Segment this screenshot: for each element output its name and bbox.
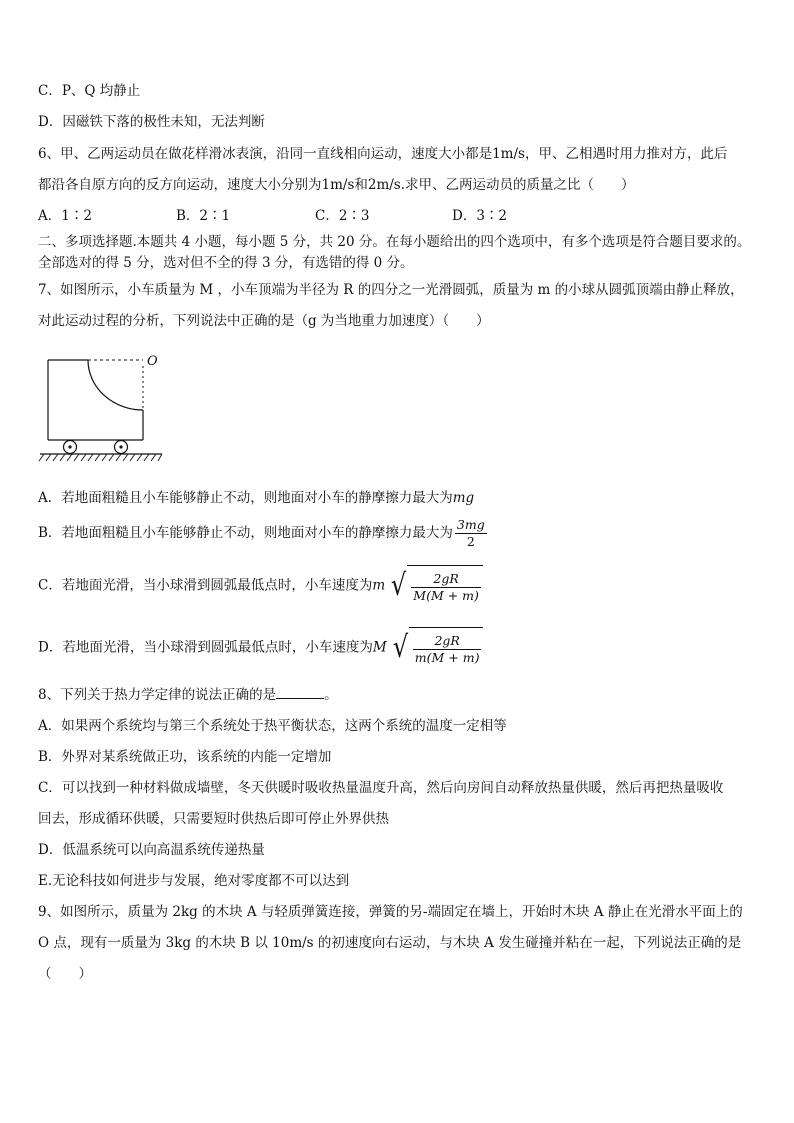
q7-option-b (38, 515, 487, 551)
q7-option-b-text: B．若地面粗糙且小车能够静止不动，则地面对小车的静摩擦力最大为 (38, 525, 453, 541)
q6-stem-line1: 6、甲、乙两运动员在做花样滑冰表演，沿同一直线相向运动，速度大小都是1m/s，甲、乙相遇时用力推对方，此后 (38, 146, 728, 162)
q7-option-b-fraction (455, 517, 487, 550)
section2-instructions-line2: 全部选对的得 5 分，选对但不全的得 3 分，有选错的得 0 分。 (38, 255, 414, 271)
q7-option-b-numerator: 3mg (456, 517, 485, 532)
q7-option-b-denominator: 2 (466, 534, 475, 549)
q7-option-c-coefficient: m (372, 577, 386, 594)
q5-option-d: D．因磁铁下落的极性未知，无法判断 (38, 114, 265, 130)
q9-stem-line3: （ ） (38, 966, 92, 982)
q8-option-a: A．如果两个系统均与第三个系统处于热平衡状态，这两个系统的温度一定相等 (38, 718, 507, 734)
q6-option-b: B．2∶1 (176, 208, 231, 224)
q8-option-d: D．低温系统可以向高温系统传递热量 (38, 842, 265, 858)
quarter-circle-arc (88, 360, 143, 410)
q6-options (38, 207, 758, 225)
q7-option-a (38, 489, 474, 507)
q7-cart-figure (38, 348, 178, 466)
q7-option-d-fraction (413, 633, 482, 666)
q9-stem-line2: O 点，现有一质量为 3kg 的木块 B 以 10m/s 的初速度向右运动，与木块 A 发生碰撞并粘在一起，下列说法正确的是 (38, 935, 742, 951)
point-o-label: O (147, 354, 158, 369)
q6-option-a: A．1∶2 (38, 208, 92, 224)
q6-option-c: C．2∶3 (315, 208, 370, 224)
q7-stem-line1: 7、如图所示，小车质量为 M ，小车顶端为半径为 R 的四分之一光滑圆弧，质量为 m 的小球从圆弧顶端由静止释放， (38, 282, 744, 298)
wheel-right-hub (119, 445, 122, 448)
q8-option-e: E.无论科技如何进步与发展，绝对零度都不可以达到 (38, 873, 350, 889)
q7-option-c-numerator: 2gR (411, 571, 481, 588)
q9-stem-line1: 9、如图所示，质量为 2kg 的木块 A 与轻质弹簧连接，弹簧的另-端固定在墙上，开始时木块 A 静止在光滑水平面上的 (38, 904, 743, 920)
q5-option-c: C．P、Q 均静止 (38, 83, 141, 99)
q7-option-d-denominator: m(M + m) (414, 650, 480, 665)
q8-option-b: B．外界对某系统做正功，该系统的内能一定增加 (38, 749, 332, 765)
q8-answer-blank (276, 686, 324, 699)
q7-option-d-text: D．若地面光滑，当小球滑到圆弧最低点时，小车速度为 (38, 639, 373, 656)
sqrt-sign-icon: √ (391, 568, 407, 603)
q7-option-d-radical (391, 627, 484, 669)
q8-stem-text: 8、下列关于热力学定律的说法正确的是 (38, 687, 277, 703)
q8-stem-end: 。 (324, 687, 338, 703)
q7-option-a-text: A．若地面粗糙且小车能够静止不动，则地面对小车的静摩擦力最大为 (38, 490, 453, 506)
q7-stem-line2: 对此运动过程的分析，下列说法中正确的是（g 为当地重力加速度）（ ） (38, 313, 490, 329)
q7-option-c-denominator: M(M + m) (413, 588, 479, 603)
q7-option-c (38, 565, 483, 605)
q7-option-a-math: mg (452, 490, 475, 506)
ground-hatching (39, 454, 162, 461)
q7-option-c-fraction (411, 571, 481, 604)
q6-stem-line2: 都沿各自原方向的反方向运动，速度大小分别为1m/s和2m/s.求甲、乙两运动员的质量之比（ ） (38, 177, 635, 193)
q8-option-c-line1: C．可以找到一种材料做成墙壁，冬天供暖时吸收热量温度升高，然后向房间自动释放热量供暖，然后再把热量吸收 (38, 780, 724, 796)
q7-option-d-coefficient: M (372, 639, 387, 656)
wheel-left-hub (68, 445, 71, 448)
q7-option-c-radical (389, 565, 483, 607)
q6-option-d: D．3∶2 (452, 208, 508, 224)
q8-stem (38, 686, 338, 704)
q7-option-d (38, 627, 483, 667)
section2-instructions-line1: 二、多项选择题.本题共 4 小题，每小题 5 分，共 20 分。在每小题给出的四个选项中，有多个选项是符合题目要求的。 (38, 234, 751, 250)
q7-option-d-numerator: 2gR (413, 633, 482, 650)
q7-option-c-text: C．若地面光滑，当小球滑到圆弧最低点时，小车速度为 (38, 577, 373, 594)
sqrt-sign-icon: √ (392, 630, 408, 665)
q8-option-c-line2: 回去，形成循环供暖，只需要短时供热后即可停止外界供热 (38, 811, 389, 827)
